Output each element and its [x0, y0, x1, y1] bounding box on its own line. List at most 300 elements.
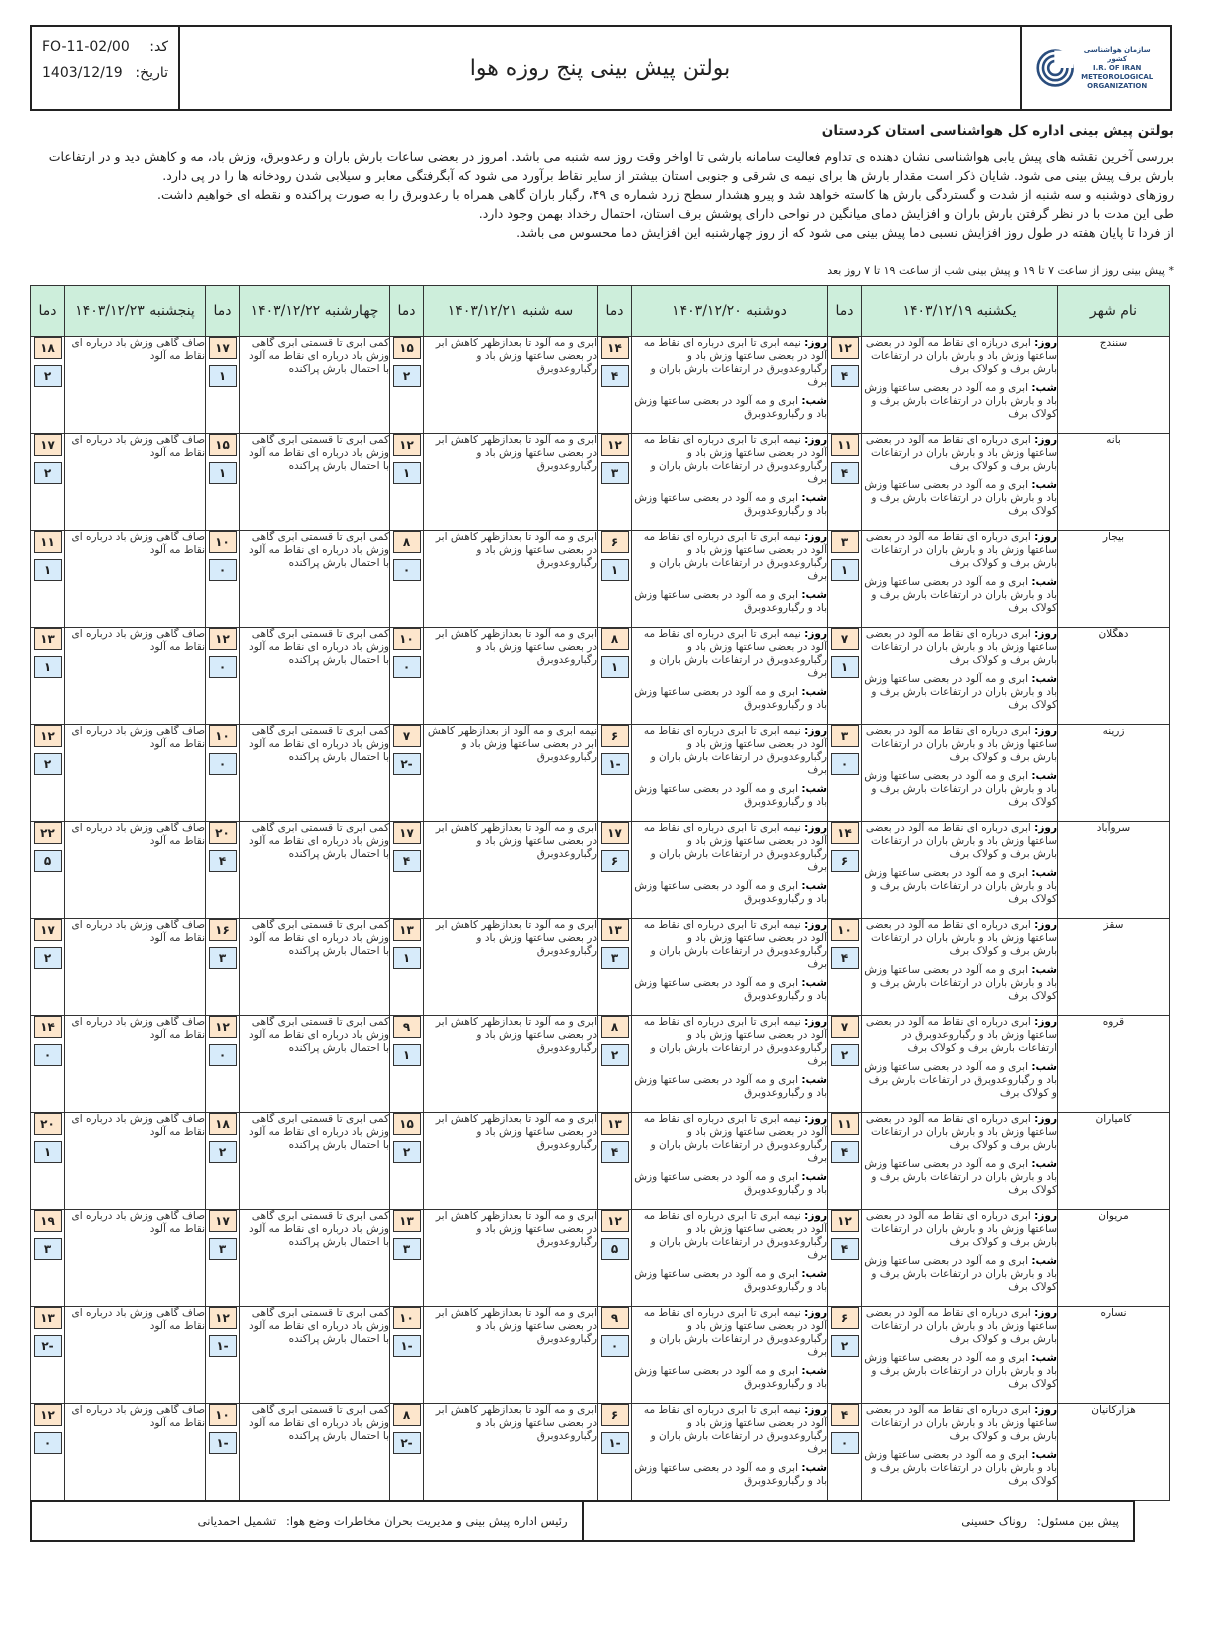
night-forecast	[632, 1365, 827, 1391]
temperature-cell	[206, 1210, 240, 1307]
temperature-cell	[390, 628, 424, 725]
max-temp: ۸	[393, 1404, 421, 1426]
temperature-cell	[390, 531, 424, 628]
night-label: شب:	[801, 395, 827, 407]
city-name: نساره	[1058, 1307, 1170, 1404]
day-label: روز:	[1034, 919, 1057, 931]
min-temp: ۲	[601, 1044, 629, 1066]
max-temp: ۶	[601, 1404, 629, 1426]
forecast-day-1	[862, 628, 1058, 725]
day-forecast	[632, 725, 827, 777]
day-forecast	[862, 1113, 1057, 1152]
night-forecast	[862, 576, 1057, 615]
min-temp: ۳	[34, 1238, 62, 1260]
max-temp: ۱۴	[831, 822, 859, 844]
night-label: شب:	[1031, 1158, 1057, 1170]
temperature-cell	[31, 919, 65, 1016]
night-text: ابری و مه آلود در بعضی ساعتها وزش باد و بارش باران در ارتفاعات بارش برف و کولاک برف	[864, 867, 1057, 905]
temperature-cell	[598, 1113, 632, 1210]
day-forecast	[862, 1210, 1057, 1249]
max-temp: ۱۰	[393, 1307, 421, 1329]
forecast-day-2	[632, 1113, 828, 1210]
temperature-cell	[31, 434, 65, 531]
temperature-cell	[828, 919, 862, 1016]
day-text: نیمه ابری تا ابری درباره ای نقاط مه آلود در بعضی ساعتها وزش باد و رگباروعدوبرق در ارتفاعات بارش باران و برف	[643, 1210, 827, 1261]
table-row	[31, 628, 1170, 725]
forecast-day-1	[862, 919, 1058, 1016]
city-name: زرینه	[1058, 725, 1170, 822]
forecast-day-2	[632, 822, 828, 919]
night-label: شب:	[1031, 1449, 1057, 1461]
forecast-day-4: کمی ابری تا قسمتی ابری گاهی وزش باد درباره ای نقاط مه آلود با احتمال بارش پراکنده	[240, 1404, 390, 1501]
forecast-day-2	[632, 628, 828, 725]
day-label: روز:	[1034, 434, 1057, 446]
table-row	[31, 1210, 1170, 1307]
day-forecast	[862, 434, 1057, 473]
forecast-day-4: کمی ابری تا قسمتی ابری گاهی وزش باد درباره ای نقاط مه آلود با احتمال بارش پراکنده	[240, 1113, 390, 1210]
temperature-cell	[828, 531, 862, 628]
min-temp: ۴	[831, 462, 859, 484]
max-temp: ۷	[831, 628, 859, 650]
min-temp: -۲	[393, 1432, 421, 1454]
night-label: شب:	[801, 783, 827, 795]
night-forecast	[632, 1171, 827, 1197]
night-forecast	[862, 1352, 1057, 1391]
min-temp: ۴	[601, 1141, 629, 1163]
day-forecast	[632, 919, 827, 971]
max-temp: ۱۷	[601, 822, 629, 844]
day-forecast	[862, 725, 1057, 764]
page-title: بولتن پیش بینی پنج روزه هوا	[469, 55, 731, 81]
min-temp: -۲	[34, 1335, 62, 1357]
forecast-day-3: ابری و مه آلود تا بعدازظهر کاهش ابر در بعضی ساعتها وزش باد و رگباروعدوبرق	[424, 531, 598, 628]
forecast-day-4: کمی ابری تا قسمتی ابری گاهی وزش باد درباره ای نقاط مه آلود با احتمال بارش پراکنده	[240, 1016, 390, 1113]
forecast-day-1	[862, 531, 1058, 628]
night-text: ابری و مه آلود در بعضی ساعتها وزش باد و بارش باران در ارتفاعات بارش برف و کولاک برف	[864, 1255, 1057, 1293]
day-text: نیمه ابری تا ابری درباره ای نقاط مه آلود در بعضی ساعتها وزش باد و رگباروعدوبرق در ارتفاعات بارش باران و برف	[643, 822, 827, 873]
max-temp: ۶	[601, 725, 629, 747]
min-temp: ۰	[831, 1432, 859, 1454]
day-forecast	[862, 1307, 1057, 1346]
night-text: ابری و مه آلود در بعضی ساعتها وزش باد و بارش باران در ارتفاعات بارش برف و کولاک برف	[864, 382, 1057, 420]
forecast-day-3: ابری و مه آلود تا بعدازظهر کاهش ابر در بعضی ساعتها وزش باد و رگباروعدوبرق	[424, 1307, 598, 1404]
day-text: ابری درباره ای نقاط مه آلود در بعضی ساعتها وزش باد و بارش باران در ارتفاعات بارش برف و کولاک برف	[865, 1307, 1057, 1345]
max-temp: ۸	[601, 1016, 629, 1038]
min-temp: ۴	[209, 850, 237, 872]
night-forecast	[862, 382, 1057, 421]
day-label: روز:	[1034, 725, 1057, 737]
temperature-cell	[31, 628, 65, 725]
night-text: ابری و مه آلود در بعضی ساعتها وزش باد و رگباروعدوبرق	[634, 395, 827, 420]
night-text: ابری و مه آلود در بعضی ساعتها وزش باد و رگباروعدوبرق	[634, 1462, 827, 1487]
night-forecast	[862, 1061, 1057, 1100]
temperature-cell	[31, 1404, 65, 1501]
temp-header: دما	[390, 286, 424, 337]
night-label: شب:	[801, 1365, 827, 1377]
night-text: ابری و مه آلود در بعضی ساعتها وزش باد و رگباروعدوبرق	[634, 686, 827, 711]
forecast-day-4: کمی ابری تا قسمتی ابری گاهی وزش باد درباره ای نقاط مه آلود با احتمال بارش پراکنده	[240, 337, 390, 434]
day-forecast	[632, 434, 827, 486]
day-label: روز:	[1034, 1404, 1057, 1416]
forecast-day-5: صاف گاهی وزش باد درباره ای نقاط مه آلود	[65, 1210, 206, 1307]
forecast-day-3: نیمه ابری و مه آلود از بعدازظهر کاهش ابر در بعضی ساعتها وزش باد و رگباروعدوبرق	[424, 725, 598, 822]
night-label: شب:	[801, 589, 827, 601]
night-label: شب:	[801, 686, 827, 698]
min-temp: ۱	[34, 656, 62, 678]
logo-text-3: ORGANIZATION	[1087, 81, 1148, 90]
temperature-cell	[206, 337, 240, 434]
temperature-cell	[390, 1016, 424, 1113]
temp-header: دما	[206, 286, 240, 337]
forecast-day-4: کمی ابری تا قسمتی ابری گاهی وزش باد درباره ای نقاط مه آلود با احتمال بارش پراکنده	[240, 628, 390, 725]
forecast-day-5: صاف گاهی وزش باد درباره ای نقاط مه آلود	[65, 919, 206, 1016]
max-temp: ۱۵	[393, 337, 421, 359]
min-temp: ۰	[209, 656, 237, 678]
max-temp: ۱۳	[34, 628, 62, 650]
forecast-day-2	[632, 1210, 828, 1307]
temperature-cell	[598, 1210, 632, 1307]
day-forecast	[632, 1016, 827, 1068]
city-name: مریوان	[1058, 1210, 1170, 1307]
min-temp: ۱	[209, 462, 237, 484]
temperature-cell	[390, 725, 424, 822]
min-temp: ۲	[34, 462, 62, 484]
forecast-day-2	[632, 531, 828, 628]
max-temp: ۱۷	[209, 1210, 237, 1232]
temperature-cell	[31, 1016, 65, 1113]
day-forecast	[632, 531, 827, 583]
min-temp: ۴	[393, 850, 421, 872]
max-temp: ۱۷	[34, 919, 62, 941]
forecaster-cell	[584, 1502, 1134, 1540]
forecast-day-4: کمی ابری تا قسمتی ابری گاهی وزش باد درباره ای نقاط مه آلود با احتمال بارش پراکنده	[240, 919, 390, 1016]
table-row	[31, 822, 1170, 919]
max-temp: ۱۸	[209, 1113, 237, 1135]
day-forecast	[632, 1113, 827, 1165]
forecast-day-5: صاف گاهی وزش باد درباره ای نقاط مه آلود	[65, 1404, 206, 1501]
min-temp: ۱	[601, 559, 629, 581]
table-row	[31, 1113, 1170, 1210]
day-text: نیمه ابری تا ابری درباره ای نقاط مه آلود در بعضی ساعتها وزش باد و رگباروعدوبرق در ارتفاعات بارش باران و برف	[643, 919, 827, 970]
night-text: ابری و مه آلود در بعضی ساعتها وزش باد و رگباروعدوبرق	[634, 1268, 827, 1293]
day-label: روز:	[1034, 1210, 1057, 1222]
forecast-day-3: ابری و مه آلود تا بعدازظهر کاهش ابر در بعضی ساعتها وزش باد و رگباروعدوبرق	[424, 337, 598, 434]
day-forecast	[862, 337, 1057, 376]
day-text: نیمه ابری تا ابری درباره ای نقاط مه آلود در بعضی ساعتها وزش باد و رگباروعدوبرق در ارتفاعات بارش باران و برف	[643, 1307, 827, 1358]
forecast-day-3: ابری و مه آلود تا بعدازظهر کاهش ابر در بعضی ساعتها وزش باد و رگباروعدوبرق	[424, 1404, 598, 1501]
temperature-cell	[598, 822, 632, 919]
max-temp: ۱۲	[393, 434, 421, 456]
night-forecast	[632, 1462, 827, 1488]
forecast-day-5: صاف گاهی وزش باد درباره ای نقاط مه آلود	[65, 1016, 206, 1113]
temperature-cell	[206, 628, 240, 725]
max-temp: ۱۳	[601, 919, 629, 941]
forecast-day-1	[862, 434, 1058, 531]
night-label: شب:	[1031, 1061, 1057, 1073]
temperature-cell	[828, 1113, 862, 1210]
forecast-day-1	[862, 725, 1058, 822]
night-label: شب:	[1031, 770, 1057, 782]
forecast-day-1	[862, 1016, 1058, 1113]
temperature-cell	[598, 1307, 632, 1404]
forecast-day-2	[632, 1016, 828, 1113]
night-text: ابری و مه آلود در بعضی ساعتها وزش باد و رگباروعدوبرق	[634, 1365, 827, 1390]
forecast-day-3: ابری و مه آلود تا بعدازظهر کاهش ابر در بعضی ساعتها وزش باد و رگباروعدوبرق	[424, 822, 598, 919]
min-temp: ۱	[209, 365, 237, 387]
max-temp: ۱۲	[34, 1404, 62, 1426]
day-forecast	[862, 1016, 1057, 1055]
forecast-day-5: صاف گاهی وزش باد درباره ای نقاط مه آلود	[65, 337, 206, 434]
table-header-row	[31, 286, 1170, 337]
min-temp: ۲	[393, 1141, 421, 1163]
day-text: ابری درباره ای نقاط مه آلود در بعضی ساعتها وزش باد و بارش باران در ارتفاعات بارش برف و کولاک برف	[865, 1404, 1057, 1442]
max-temp: ۲۰	[34, 1113, 62, 1135]
min-temp: ۰	[209, 559, 237, 581]
night-label: شب:	[801, 1462, 827, 1474]
night-forecast	[862, 964, 1057, 1003]
night-forecast	[632, 783, 827, 809]
min-temp: ۰	[34, 1044, 62, 1066]
max-temp: ۲۰	[209, 822, 237, 844]
code-label: کد:	[149, 39, 168, 55]
forecast-day-2	[632, 919, 828, 1016]
temperature-cell	[598, 337, 632, 434]
day-text: ابری درباره ای نقاط مه آلود در بعضی ساعتها وزش باد و بارش باران در ارتفاعات بارش برف و کولاک برف	[865, 1210, 1057, 1248]
max-temp: ۱۰	[209, 1404, 237, 1426]
forecast-day-1	[862, 1404, 1058, 1501]
night-forecast	[632, 589, 827, 615]
code-date-box	[32, 27, 180, 109]
min-temp: ۳	[601, 947, 629, 969]
max-temp: ۳	[831, 531, 859, 553]
day-forecast	[862, 628, 1057, 667]
forecast-day-4: کمی ابری تا قسمتی ابری گاهی وزش باد درباره ای نقاط مه آلود با احتمال بارش پراکنده	[240, 1210, 390, 1307]
forecast-day-2	[632, 1307, 828, 1404]
min-temp: ۰	[209, 753, 237, 775]
temperature-cell	[390, 337, 424, 434]
night-forecast	[632, 880, 827, 906]
min-temp: ۰	[34, 1432, 62, 1454]
day-text: نیمه ابری تا ابری درباره ای نقاط مه آلود در بعضی ساعتها وزش باد و رگباروعدوبرق در ارتفاعات بارش باران و برف	[643, 1113, 827, 1164]
forecast-day-5: صاف گاهی وزش باد درباره ای نقاط مه آلود	[65, 628, 206, 725]
night-text: ابری و مه آلود در بعضی ساعتها وزش باد و رگباروعدوبرق	[634, 783, 827, 808]
table-row	[31, 919, 1170, 1016]
max-temp: ۷	[831, 1016, 859, 1038]
max-temp: ۱۴	[34, 1016, 62, 1038]
forecast-day-5: صاف گاهی وزش باد درباره ای نقاط مه آلود	[65, 725, 206, 822]
night-text: ابری و مه آلود در بعضی ساعتها وزش باد و بارش باران در ارتفاعات بارش برف و کولاک برف	[864, 576, 1057, 614]
day-label: روز:	[804, 337, 827, 349]
night-label: شب:	[801, 1268, 827, 1280]
night-label: شب:	[1031, 867, 1057, 879]
day-label: روز:	[804, 1016, 827, 1028]
temperature-cell	[390, 822, 424, 919]
night-label: شب:	[801, 880, 827, 892]
head-label: رئیس اداره پیش بینی و مدیریت بحران مخاطرات وضع هوا:	[286, 1514, 568, 1528]
day-text: نیمه ابری تا ابری درباره ای نقاط مه آلود در بعضی ساعتها وزش باد و رگباروعدوبرق در ارتفاعات بارش باران و برف	[643, 628, 827, 679]
day-forecast	[862, 822, 1057, 861]
day-forecast	[632, 628, 827, 680]
temperature-cell	[390, 1404, 424, 1501]
night-text: ابری و مه آلود در بعضی ساعتها وزش باد و بارش باران در ارتفاعات بارش برف و کولاک برف	[864, 770, 1057, 808]
max-temp: ۱۶	[209, 919, 237, 941]
temperature-cell	[206, 1404, 240, 1501]
forecast-day-2	[632, 337, 828, 434]
temperature-cell	[598, 725, 632, 822]
night-text: ابری و مه آلود در بعضی ساعتها وزش باد و رگباروعدوبرق	[634, 1074, 827, 1099]
min-temp: ۲	[34, 753, 62, 775]
min-temp: ۴	[831, 947, 859, 969]
max-temp: ۱۰	[831, 919, 859, 941]
max-temp: ۱۳	[393, 919, 421, 941]
night-text: ابری و مه آلود در بعضی ساعتها وزش باد و بارش باران در ارتفاعات بارش برف و کولاک برف	[864, 1158, 1057, 1196]
night-text: ابری و مه آلود در بعضی ساعتها وزش باد و رگباروعدوبرق	[634, 1171, 827, 1196]
forecast-day-3: ابری و مه آلود تا بعدازظهر کاهش ابر در بعضی ساعتها وزش باد و رگباروعدوبرق	[424, 628, 598, 725]
night-forecast	[862, 479, 1057, 518]
forecast-day-4: کمی ابری تا قسمتی ابری گاهی وزش باد درباره ای نقاط مه آلود با احتمال بارش پراکنده	[240, 725, 390, 822]
min-temp: ۵	[601, 1238, 629, 1260]
temperature-cell	[598, 1404, 632, 1501]
temperature-cell	[206, 434, 240, 531]
night-forecast	[632, 395, 827, 421]
min-temp: ۱	[601, 656, 629, 678]
forecast-day-2	[632, 1404, 828, 1501]
forecast-day-4: کمی ابری تا قسمتی ابری گاهی وزش باد درباره ای نقاط مه آلود با احتمال بارش پراکنده	[240, 1307, 390, 1404]
city-name: کامیاران	[1058, 1113, 1170, 1210]
max-temp: ۱۷	[34, 434, 62, 456]
temperature-cell	[598, 1016, 632, 1113]
table-row	[31, 1307, 1170, 1404]
temperature-cell	[598, 628, 632, 725]
city-name: سروآباد	[1058, 822, 1170, 919]
night-label: شب:	[801, 977, 827, 989]
temperature-cell	[828, 628, 862, 725]
day-text: ابری دربازه ای نقاط مه آلود در بعضی ساعتها وزش باد و بارش باران در ارتفاعات بارش برف و کولاک برف	[865, 337, 1057, 375]
day-text: ابری درباره ای نقاط مه آلود در بعضی ساعتها وزش باد و بارش باران در ارتفاعات بارش برف و کولاک برف	[865, 1113, 1057, 1151]
min-temp: -۱	[601, 753, 629, 775]
temperature-cell	[598, 434, 632, 531]
day-text: نیمه ابری تا ابری درباره ای نقاط مه آلود در بعضی ساعتها وزش باد و رگباروعدوبرق در ارتفاعات بارش باران و برف	[643, 434, 827, 485]
min-temp: ۲	[393, 365, 421, 387]
forecast-day-5: صاف گاهی وزش باد درباره ای نقاط مه آلود	[65, 434, 206, 531]
max-temp: ۱۱	[831, 434, 859, 456]
temp-header: دما	[828, 286, 862, 337]
temperature-cell	[828, 337, 862, 434]
night-label: شب:	[1031, 1255, 1057, 1267]
day-header: پنجشنبه ۱۴۰۳/۱۲/۲۳	[65, 286, 206, 337]
forecast-day-3: ابری و مه آلود تا بعدازظهر کاهش ابر در بعضی ساعتها وزش باد و رگباروعدوبرق	[424, 434, 598, 531]
max-temp: ۱۱	[831, 1113, 859, 1135]
forecast-day-5: صاف گاهی وزش باد درباره ای نقاط مه آلود	[65, 531, 206, 628]
date-value: 1403/12/19	[42, 65, 123, 81]
table-row	[31, 434, 1170, 531]
min-temp: ۴	[831, 1238, 859, 1260]
min-temp: -۲	[393, 753, 421, 775]
max-temp: ۱۰	[393, 628, 421, 650]
temperature-cell	[206, 919, 240, 1016]
night-label: شب:	[1031, 673, 1057, 685]
intro-paragraph: روزهای دوشنبه و سه شنبه از شدت و گستردگی بارش ها کاسته خواهد شد و پیرو هشدار سطح زرد شماره ی ۴۹، رگبار باران گاهی همراه با رعدوبرق را به صورت پراکنده و نقطه ای خواهیم داشت.	[157, 187, 1174, 202]
forecaster-name: روناک حسینی	[961, 1514, 1027, 1528]
min-temp: ۴	[831, 1141, 859, 1163]
night-forecast	[632, 686, 827, 712]
temperature-cell	[598, 919, 632, 1016]
min-temp: ۲	[209, 1141, 237, 1163]
min-temp: ۱	[393, 462, 421, 484]
day-label: روز:	[1034, 1307, 1057, 1319]
day-text: ابری درباره ای نقاط مه آلود در بعضی ساعتها وزش باد و بارش باران در ارتفاعات بارش برف و کولاک برف	[865, 725, 1057, 763]
min-temp: ۰	[601, 1335, 629, 1357]
table-row	[31, 1016, 1170, 1113]
temperature-cell	[828, 1404, 862, 1501]
forecast-day-4: کمی ابری تا قسمتی ابری گاهی وزش باد درباره ای نقاط مه آلود با احتمال بارش پراکنده	[240, 822, 390, 919]
day-header: یکشنبه ۱۴۰۳/۱۲/۱۹	[862, 286, 1058, 337]
day-label: روز:	[804, 1113, 827, 1125]
forecast-day-5: صاف گاهی وزش باد درباره ای نقاط مه آلود	[65, 1113, 206, 1210]
night-forecast	[632, 492, 827, 518]
day-header: دوشنبه ۱۴۰۳/۱۲/۲۰	[632, 286, 828, 337]
night-text: ابری و مه آلود در بعضی ساعتها وزش باد و بارش باران در ارتفاعات بارش برف و کولاک برف	[864, 964, 1057, 1002]
night-forecast	[862, 770, 1057, 809]
min-temp: -۱	[209, 1335, 237, 1357]
temperature-cell	[828, 1307, 862, 1404]
min-temp: ۶	[831, 850, 859, 872]
max-temp: ۸	[393, 531, 421, 553]
night-text: ابری و مه آلود در بعضی ساعتها وزش باد و رگباروعدوبرق	[634, 492, 827, 517]
min-temp: ۱	[393, 947, 421, 969]
bulletin-header	[30, 25, 1172, 111]
temperature-cell	[31, 1307, 65, 1404]
forecast-day-1	[862, 337, 1058, 434]
min-temp: ۲	[831, 1335, 859, 1357]
max-temp: ۱۵	[209, 434, 237, 456]
temperature-cell	[390, 434, 424, 531]
day-forecast	[632, 1404, 827, 1456]
temperature-cell	[206, 822, 240, 919]
day-text: ابری درباره ای نقاط مه آلود در بعضی ساعتها وزش باد و بارش باران در ارتفاعات بارش برف و کولاک برف	[865, 628, 1057, 666]
temp-header: دما	[31, 286, 65, 337]
head-name: تشمیل احمدیانی	[197, 1514, 277, 1528]
meteorological-organization-logo-icon	[1036, 46, 1074, 90]
forecast-day-1	[862, 1307, 1058, 1404]
temperature-cell	[390, 1210, 424, 1307]
max-temp: ۱۷	[393, 822, 421, 844]
max-temp: ۲۲	[34, 822, 62, 844]
max-temp: ۹	[393, 1016, 421, 1038]
day-label: روز:	[1034, 337, 1057, 349]
forecast-day-4: کمی ابری تا قسمتی ابری گاهی وزش باد درباره ای نقاط مه آلود با احتمال بارش پراکنده	[240, 531, 390, 628]
night-label: شب:	[1031, 1352, 1057, 1364]
min-temp: ۴	[831, 365, 859, 387]
max-temp: ۱۰	[209, 725, 237, 747]
max-temp: ۱۲	[831, 1210, 859, 1232]
max-temp: ۱۲	[831, 337, 859, 359]
max-temp: ۱۲	[601, 434, 629, 456]
night-text: ابری و مه آلود در بعضی ساعتها وزش باد و رگباروعدوبرق	[634, 880, 827, 905]
temperature-cell	[390, 1113, 424, 1210]
min-temp: ۲	[34, 365, 62, 387]
max-temp: ۱۲	[209, 628, 237, 650]
day-label: روز:	[804, 919, 827, 931]
bulletin-intro	[34, 122, 1174, 242]
min-temp: ۳	[209, 1238, 237, 1260]
night-label: شب:	[1031, 382, 1057, 394]
forecast-day-1	[862, 1210, 1058, 1307]
day-text: ابری درباره ای نقاط مه آلود در بعضی ساعتها وزش باد و بارش باران در ارتفاعات بارش برف و کولاک برف	[865, 919, 1057, 957]
max-temp: ۱۲	[209, 1307, 237, 1329]
night-label: شب:	[801, 492, 827, 504]
temperature-cell	[206, 1307, 240, 1404]
